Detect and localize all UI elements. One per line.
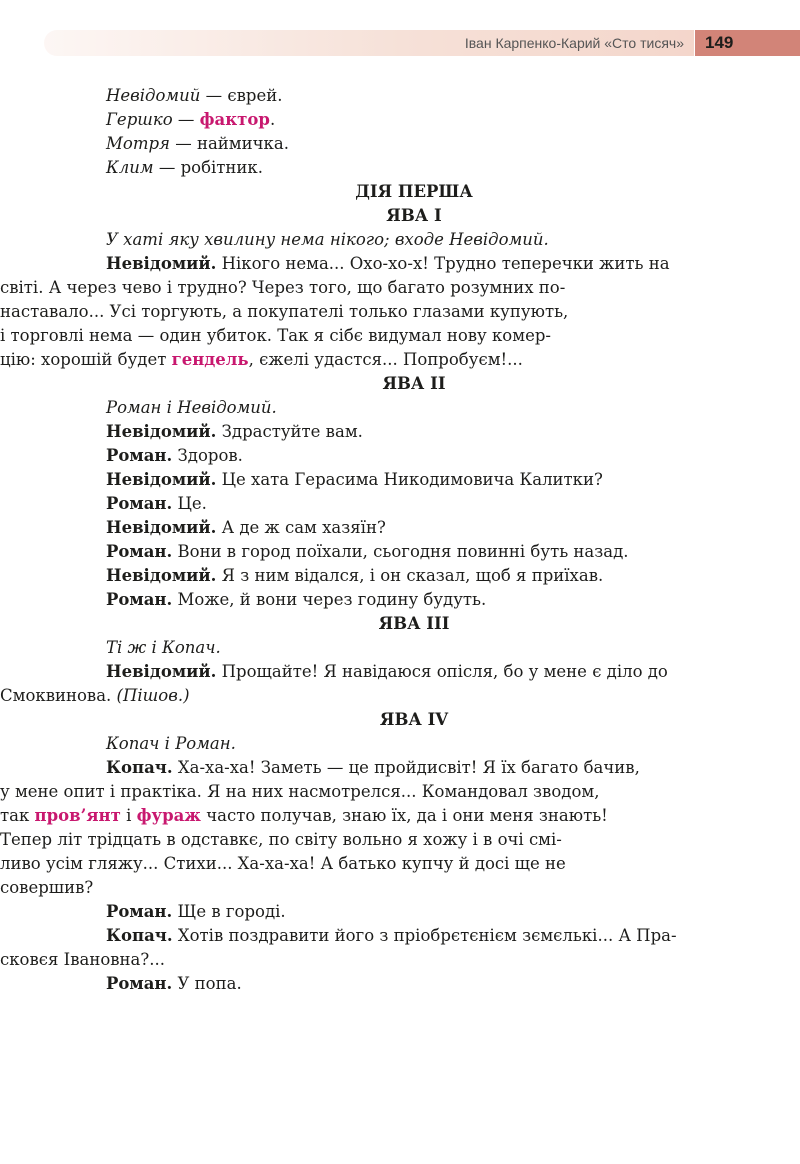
cast-list	[106, 84, 722, 180]
speech-block: Невідомий. Прощайте! Я навідаюся опісля, бо у мене є діло до Смоквинова. (Пішов.)	[0, 662, 668, 705]
cast-item: Мотря — наймичка.	[106, 134, 289, 153]
speech-line: Роман. Вони в город поїхали, сьогодня повинні буть назад.	[106, 542, 629, 561]
scene-title: ЯВА ІІІ	[378, 614, 450, 633]
cast-item: Невідомий — єврей.	[106, 86, 283, 105]
speech-line: Невідомий. Здрастуйте вам.	[106, 422, 363, 441]
speaker-name: Невідомий.	[106, 254, 217, 273]
glossary-term: гендель	[171, 350, 249, 369]
speaker-name: Роман.	[106, 542, 173, 561]
speaker-name: Невідомий.	[106, 662, 217, 681]
scene-title: ЯВА ІІ	[382, 374, 446, 393]
scene-title: ЯВА І	[386, 206, 442, 225]
running-header	[44, 30, 694, 56]
speaker-name: Роман.	[106, 974, 173, 993]
speaker-name: Невідомий.	[106, 422, 217, 441]
speech-line: Роман. Здоров.	[106, 446, 243, 465]
scene-title: ЯВА IV	[379, 710, 449, 729]
stage-direction: Роман і Невідомий.	[106, 398, 277, 417]
glossary-term: фактор	[199, 110, 270, 129]
stage-direction: У хаті яку хвилину нема нікого; входе Невідомий.	[106, 230, 549, 249]
speaker-name: Роман.	[106, 590, 173, 609]
speech-line: Невідомий. Я з ним відался, і он сказал, щоб я приїхав.	[106, 566, 604, 585]
speech-line: Невідомий. А де ж сам хазяїн?	[106, 518, 386, 537]
speaker-name: Роман.	[106, 494, 173, 513]
speaker-name: Невідомий.	[106, 470, 217, 489]
speaker-name: Роман.	[106, 446, 173, 465]
speaker-name: Невідомий.	[106, 518, 217, 537]
act-title: ДІЯ ПЕРША	[355, 182, 473, 201]
speech-line: Роман. Може, й вони через годину будуть.	[106, 590, 487, 609]
cast-item: Клим — робітник.	[106, 158, 263, 177]
stage-direction: (Пішов.)	[116, 686, 190, 705]
page-number: 149	[695, 30, 800, 56]
speaker-name: Копач.	[106, 926, 173, 945]
speech-block: Копач. Ха-ха-ха! Заметь — це пройдисвіт! Я їх багато бачив, у мене опит і практіка. Я на них насмотрелся... Командовал зводом, так пров’янт і фураж часто получав, знаю їх, да і они меня знають! Тепер літ трідцать в одставкє, по світу вольно я хожу і в очі смі- ливо усім гляжу... Стихи... Ха-ха-ха! А батько купчу й досі ще не совершив? Роман. Ще в городі. Копач. Хотів поздравити його з пріобрєтєнієм зємєлькі... А Пра- сковєя Івановна?... Роман. У попа.	[0, 758, 677, 993]
speech-line: Роман. Це.	[106, 494, 207, 513]
speaker-name: Роман.	[106, 902, 173, 921]
stage-direction: Копач і Роман.	[106, 734, 236, 753]
page-content	[0, 84, 722, 996]
speaker-name: Копач.	[106, 758, 173, 777]
speech-block: Невідомий. Нікого нема... Охо-хо-х! Трудно теперечки жить на світі. А через чево і трудно? Через того, що багато розумних по- наставало... Усі торгують, а покупателі только глазами купують, і торговлі нема — один убиток. Так я сібє видумал нову комер- цію: хорошій будет гендель, єжелі удастся... Попробуєм!...	[0, 254, 670, 369]
cast-item: Гершко — фактор.	[106, 110, 276, 129]
stage-direction: Ті ж і Копач.	[106, 638, 221, 657]
header-title: Іван Карпенко-Карий «Сто тисяч»	[464, 35, 684, 51]
speech-line: Невідомий. Це хата Герасима Никодимовича Калитки?	[106, 470, 603, 489]
glossary-term: пров’янт	[34, 806, 121, 825]
speaker-name: Невідомий.	[106, 566, 217, 585]
glossary-term: фураж	[136, 806, 201, 825]
